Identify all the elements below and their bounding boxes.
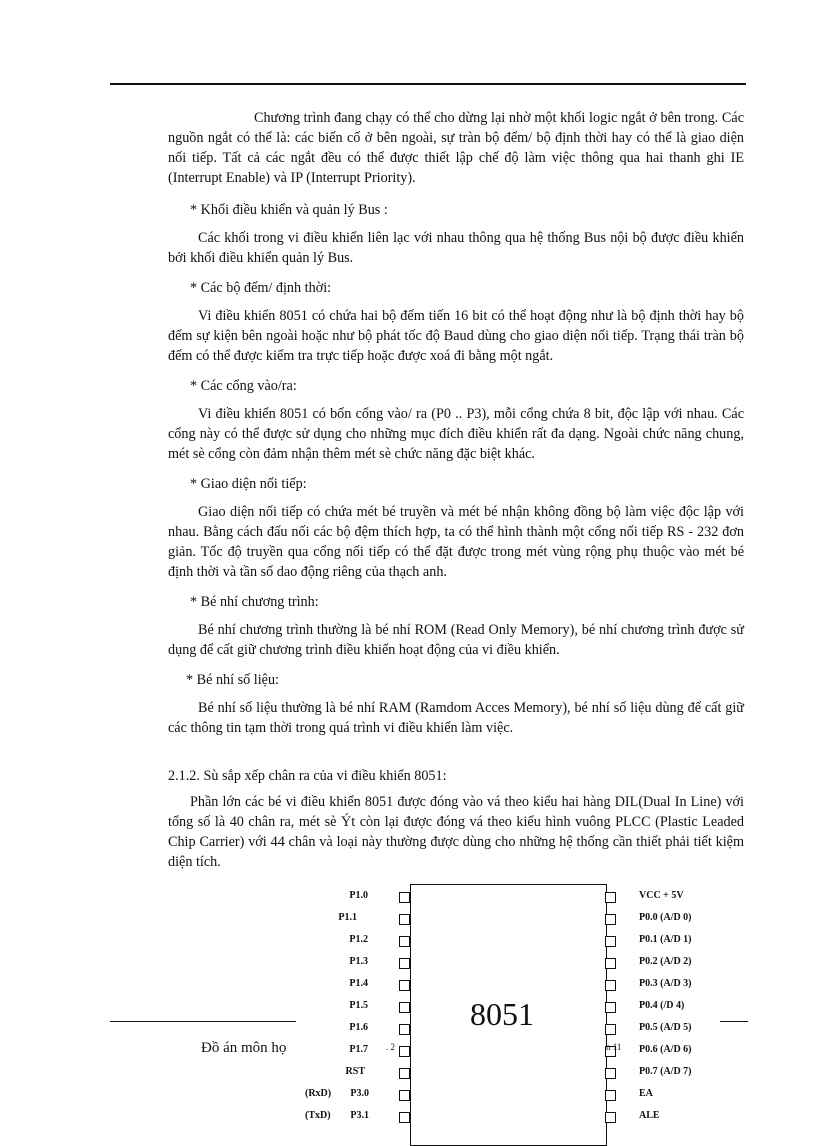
- pin-label-left: RST: [345, 1066, 365, 1077]
- paragraph-data-memory: Bé nhí số liệu thường là bé nhí RAM (Ramdom Acces Memory), bé nhí số liệu dùng để cất giữ các thông tin tạm thời trong quá trình vi điều khiển làm việc.: [168, 700, 744, 736]
- pin-label-right: EA: [639, 1088, 653, 1099]
- paragraph-program-memory: Bé nhí chương trình thường là bé nhí ROM (Read Only Memory), bé nhí chương trình được sử dụng để cất giữ chương trình điều khiển hoạt động của vi điều khiển.: [168, 622, 744, 658]
- pin-label-right: P0.7 (A/D 7): [639, 1066, 692, 1077]
- document-body: [168, 108, 744, 872]
- heading-serial: * Giao diện nối tiếp:: [190, 476, 307, 492]
- pin-label-left: P1.6: [349, 1022, 368, 1033]
- pin-box: [605, 936, 616, 947]
- footer-text: Đồ án môn họ: [201, 1040, 287, 1056]
- pin-box: [399, 936, 410, 947]
- pin-box: [605, 1090, 616, 1101]
- pin-box: [605, 892, 616, 903]
- pin-label-left: P1.1: [338, 912, 357, 923]
- pin-box: [399, 892, 410, 903]
- pin-box: [605, 958, 616, 969]
- pin-label-left: P1.0: [349, 890, 368, 901]
- pin-label-left: P1.2: [349, 934, 368, 945]
- pin-box: [399, 914, 410, 925]
- pin-label-right: P0.3 (A/D 3): [639, 978, 692, 989]
- heading-program-memory: * Bé nhí chương trình:: [190, 594, 319, 610]
- pin-label-right: VCC + 5V: [639, 890, 684, 901]
- header-rule: [110, 83, 746, 85]
- pin-label-right: P0.4 (/D 4): [639, 1000, 685, 1011]
- paragraph-pinout: Phần lớn các bé vi điều khiển 8051 được đóng vào vá theo kiểu hai hàng DIL(Dual In Line) với tổng số là 40 chân ra, mét sè Ýt còn lại được đóng vá theo kiểu hình vuông PLCC (Plastic Leaded Chip Carrier) với 44 chân và loại này thường được dùng cho những hệ thống cần thiết phải tiết kiệm diện tích.: [168, 794, 744, 870]
- heading-timers: * Các bộ đếm/ định thời:: [190, 280, 332, 296]
- heading-data-memory: * Bé nhí số liệu:: [186, 672, 280, 688]
- pin-box: [399, 958, 410, 969]
- pin-box: [605, 980, 616, 991]
- pin-alt-label: (TxD): [305, 1110, 331, 1121]
- paragraph-serial: Giao diện nối tiếp có chứa mét bé truyền và mét bé nhận không đồng bộ làm việc độc lập với nhau. Bằng cách đấu nối các bộ đệm thích hợp, ta có thể hình thành một cổng nối tiếp RS - 232 đơn giản. Tốc độ truyền qua cổng nối tiếp có thể đặt được trong mét vùng rộng phụ thuộc vào mét bé định thời và tần số dao động riêng của thạch anh.: [168, 504, 744, 580]
- footer-rule: [110, 1021, 296, 1022]
- pin-box: [399, 1024, 410, 1035]
- pin-box: [399, 1090, 410, 1101]
- paragraph-bus: Các khối trong vi điều khiển liên lạc với nhau thông qua hệ thống Bus nội bộ được điều khiển bởi khối điều khiển quản lý Bus.: [168, 230, 744, 266]
- pin-box: [399, 1112, 410, 1123]
- pin-label-left: P1.7: [349, 1044, 368, 1055]
- pin-label-right: P0.0 (A/D 0): [639, 912, 692, 923]
- pin-box: [399, 1068, 410, 1079]
- pin-box: [605, 1112, 616, 1123]
- paragraph-ports: Vi điều khiển 8051 có bốn cổng vào/ ra (P0 .. P3), mỗi cổng chứa 8 bit, độc lập với nhau. Các cổng này có thể được sử dụng cho những mục đích điều khiển rất đa dạng. Ngoài chức năng chung, mét sè cổng còn đảm nhận thêm mét sè chức năng đặc biệt khác.: [168, 406, 744, 462]
- chip-label: 8051: [470, 996, 534, 1032]
- footer-page-fragment: n 11: [606, 1042, 622, 1052]
- pin-box: [605, 1024, 616, 1035]
- pin-box: [605, 1002, 616, 1013]
- heading-bus: * Khối điều khiển và quản lý Bus :: [190, 202, 388, 218]
- pin-label-right: ALE: [639, 1110, 660, 1121]
- pin-label-right: P0.1 (A/D 1): [639, 934, 692, 945]
- pin-box: [399, 980, 410, 991]
- pin-alt-label: (RxD): [305, 1088, 332, 1099]
- pin-label-left: P3.0: [350, 1088, 369, 1099]
- footer-rule: [720, 1021, 748, 1022]
- pin-label-left: P1.4: [349, 978, 368, 989]
- pin-box: [399, 1046, 410, 1057]
- footer-page-fragment: . 2: [386, 1042, 395, 1052]
- paragraph-interrupts: Chương trình đang chạy có thể cho dừng lại nhờ một khối logic ngắt ở bên trong. Các nguồn ngắt có thể là: các biến cố ở bên ngoài, sự tràn bộ đếm/ bộ định thời hay có thể là giao diện nối tiếp. Tất cả các ngắt đều có thể được thiết lập chế độ làm việc thông qua hai thanh ghi IE (Interrupt Enable) và IP (Interrupt Priority).: [168, 110, 744, 186]
- heading-ports: * Các cổng vào/ra:: [190, 378, 297, 394]
- section-title: 2.1.2. Sù sắp xếp chân ra của vi điều khiển 8051:: [168, 768, 447, 784]
- pin-label-right: P0.6 (A/D 6): [639, 1044, 692, 1055]
- pin-box: [605, 914, 616, 925]
- pin-label-left: P1.3: [349, 956, 368, 967]
- paragraph-timers: Vi điều khiển 8051 có chứa hai bộ đếm tiến 16 bit có thể hoạt động như là bộ định thời hay bộ đếm sự kiện bên ngoài hoặc như bộ phát tốc độ Baud dùng cho giao diện nối tiếp. Trạng thái tràn bộ đếm có thể được kiểm tra trực tiếp hoặc được xoá đi bằng một ngắt.: [168, 308, 744, 364]
- pin-box: [399, 1002, 410, 1013]
- pin-label-left: P1.5: [349, 1000, 368, 1011]
- pin-label-right: P0.2 (A/D 2): [639, 956, 692, 967]
- pin-box: [605, 1068, 616, 1079]
- pin-label-right: P0.5 (A/D 5): [639, 1022, 692, 1033]
- pin-label-left: P3.1: [350, 1110, 369, 1121]
